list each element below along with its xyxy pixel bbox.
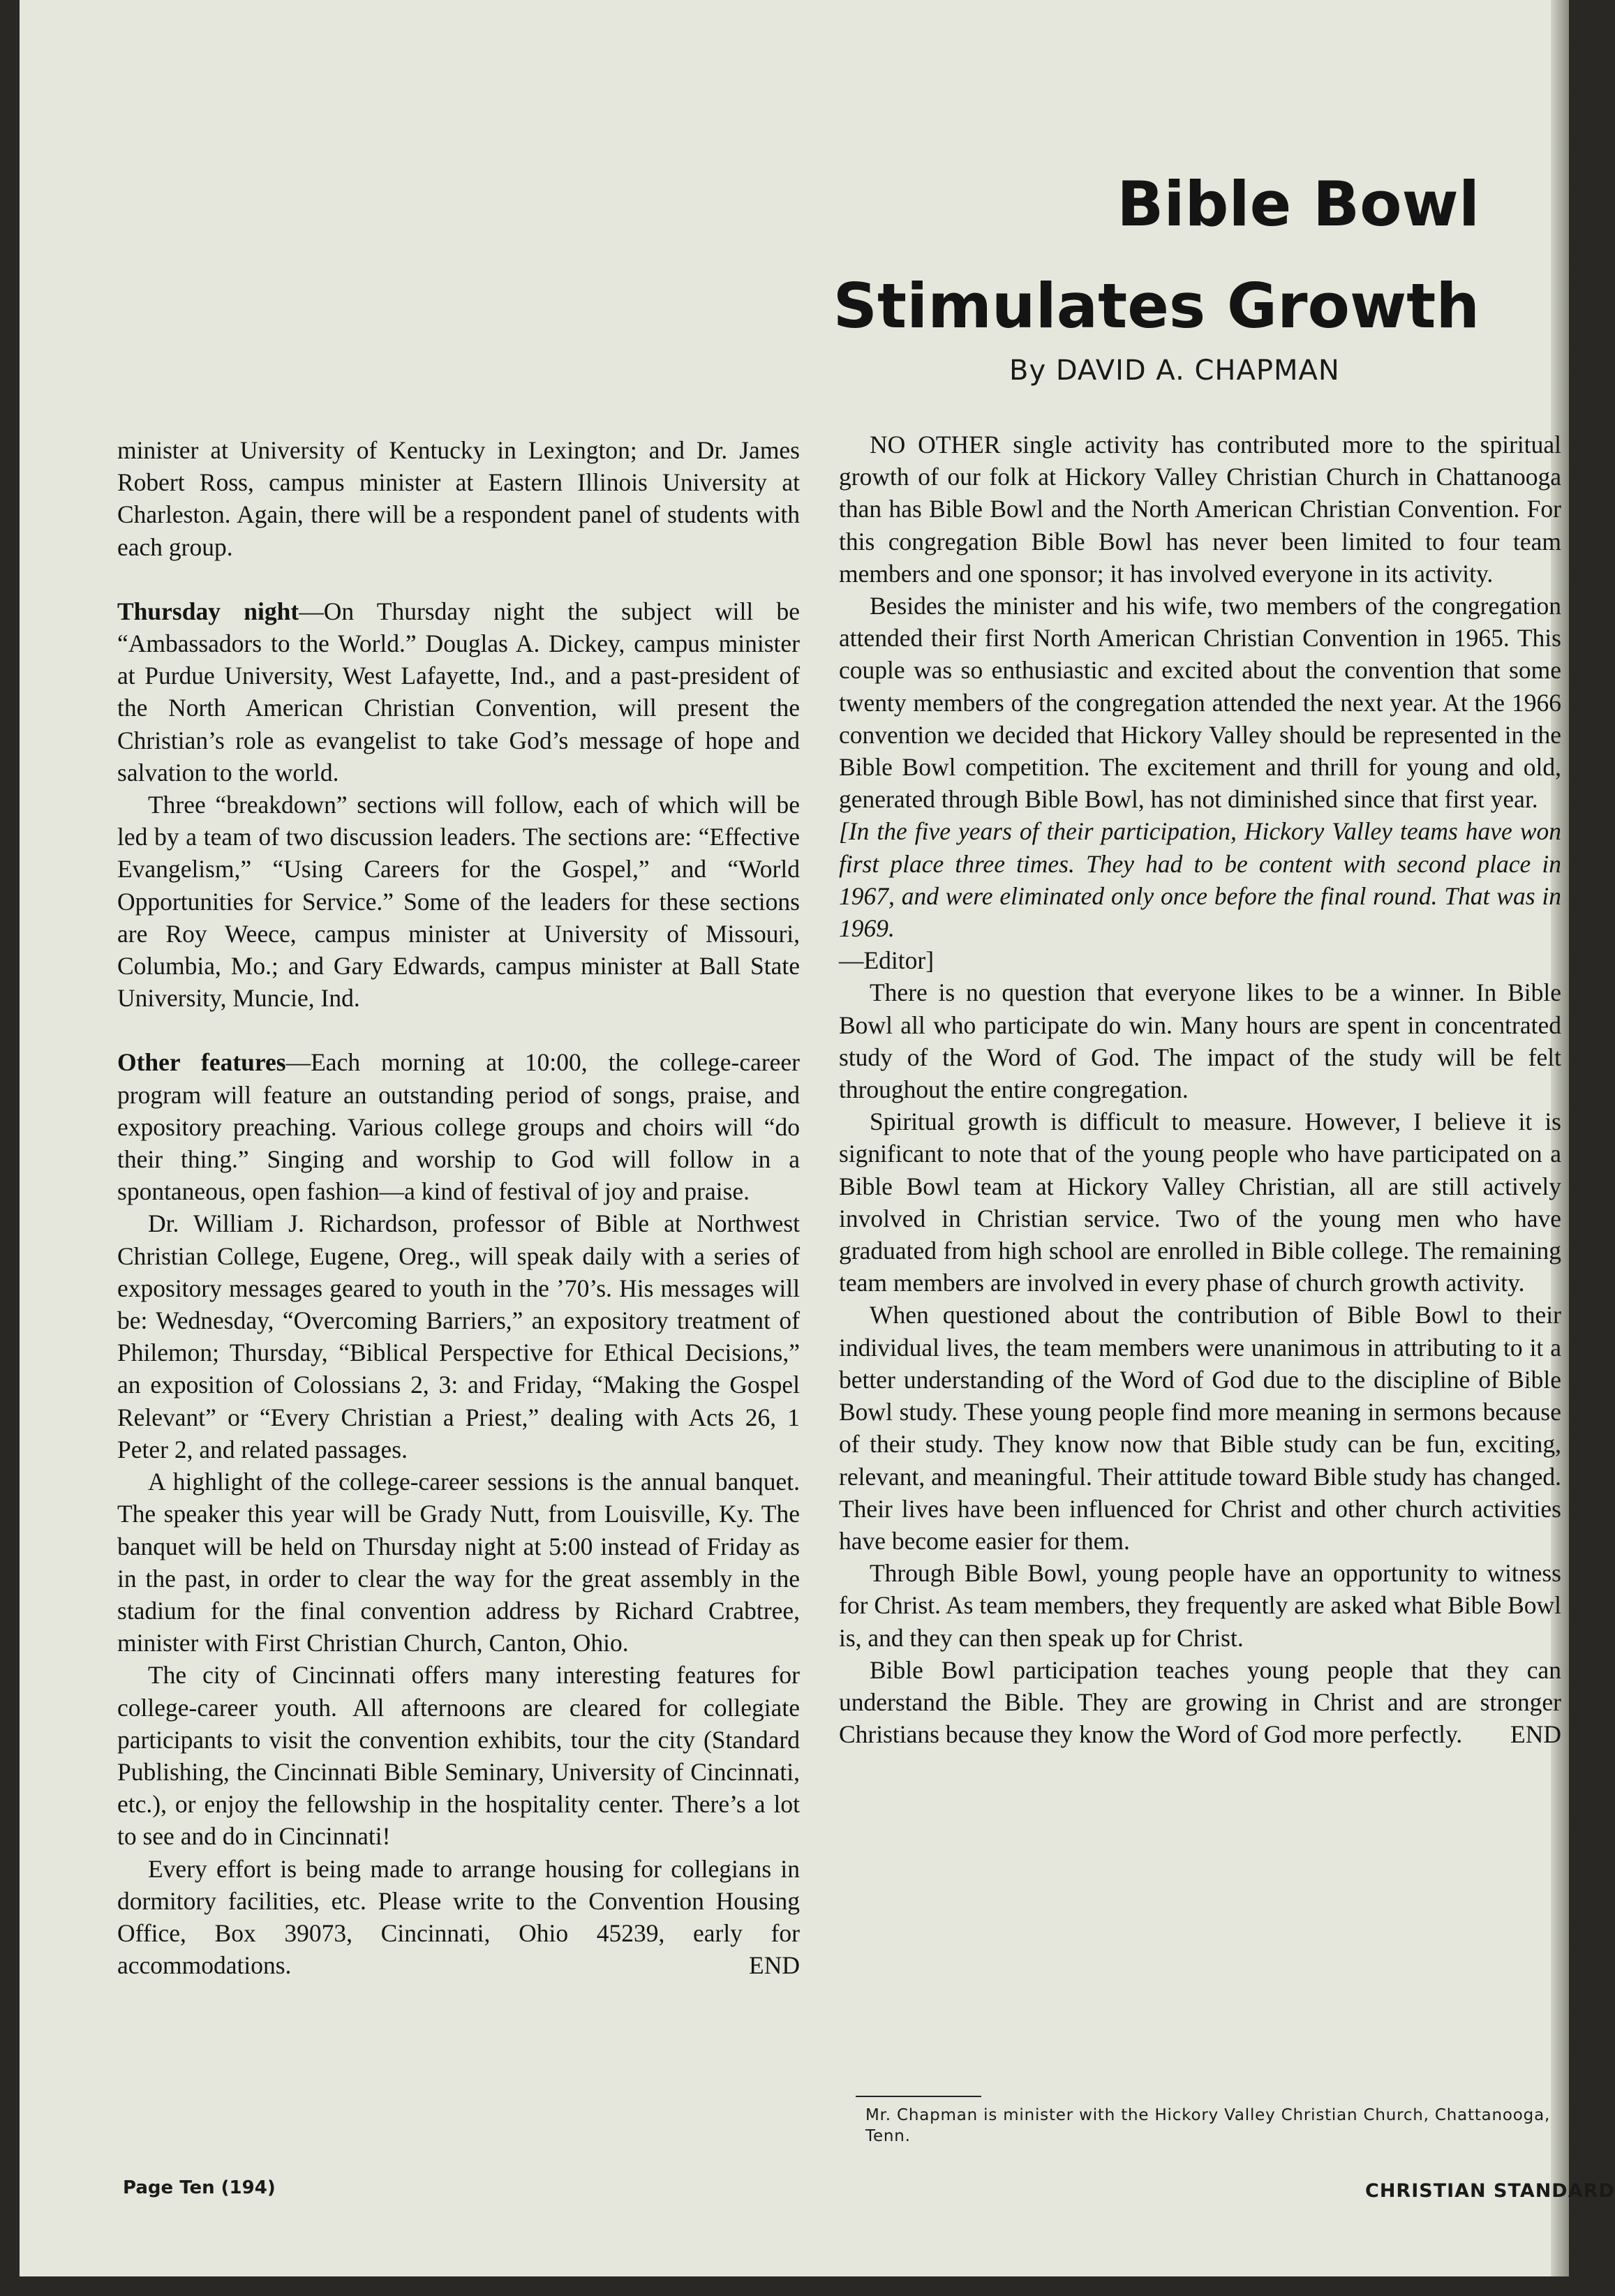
left-column xyxy=(117,434,800,1981)
right-paragraph-7 xyxy=(839,1654,1561,1751)
thursday-text: —On Thursday night the subject will be “Ambassadors to the World.” Douglas A. Dickey, campus minister at Purdue University, West Lafayette, Ind., and a past-president of the North American Christian Convention, will present the Christian’s role as evangelist to take God’s message of hope and salvation to the world. xyxy=(117,597,800,787)
footnote-divider xyxy=(856,2096,981,2097)
other-features-text: —Each morning at 10:00, the college-career program will feature an outstanding period of songs, praise, and expository preaching. Various college groups and choirs will “do their thing.” Singing and worship to God will follow in a spontaneous, open fashion—a kind of festival of joy and praise. xyxy=(117,1048,800,1206)
end-mark-left: END xyxy=(749,1951,800,1980)
editor-note-text: [In the five years of their participation, Hickory Valley teams have won first place three times. They had to be content with second place in 1967, and were eliminated only once before the final round. That was in 1969. xyxy=(839,817,1561,943)
right-paragraph-4: Spiritual growth is difficult to measure. However, I believe it is significant to note that of the young people who have participated on a Bible Bowl team at Hickory Valley Christian, all are still actively involved in Christian service. Two of the young men who have graduated from high school are enrolled in Bible college. The remaining team members are involved in every phase of church growth activity. xyxy=(839,1108,1561,1297)
right-paragraph-7-text: Bible Bowl participation teaches young people that they can understand the Bible. They are growing in Christ and are stronger Christians because they know the Word of God more perfectly. xyxy=(839,1655,1561,1749)
right-paragraph-6: Through Bible Bowl, young people have an opportunity to witness for Christ. As team members, they frequently are asked what Bible Bowl is, and they can then speak up for Christ. xyxy=(839,1559,1561,1652)
byline: By DAVID A. CHAPMAN xyxy=(1009,355,1340,387)
thursday-lead: Thursday night xyxy=(117,597,299,625)
title-line-1: Bible Bowl xyxy=(1117,168,1480,240)
publication-name: CHRISTIAN STANDARD xyxy=(1365,2180,1615,2202)
author-note: Mr. Chapman is minister with the Hickory Valley Christian Church, Chattanooga, Tenn. xyxy=(865,2106,1551,2145)
end-mark-right: END xyxy=(1510,1720,1561,1749)
article-title xyxy=(712,154,1480,357)
left-paragraph-other-features xyxy=(117,1046,800,1207)
right-paragraph-3: There is no question that everyone likes to be a winner. In Bible Bowl all who participate do win. Many hours are spent in concentrated study of the Word of God. The impact of the study will be felt throughout the entire congregation. xyxy=(839,978,1561,1104)
editor-note xyxy=(839,815,1561,976)
title-line-2: Stimulates Growth xyxy=(833,270,1480,342)
left-paragraph-8-text: Every effort is being made to arrange housing for collegians in dormitory facilities, etc. Please write to the Convention Housing Office, Box 39073, Cincinnati, Ohio 45239, early for accommodations. xyxy=(117,1854,800,1980)
right-paragraph-5: When questioned about the contribution of Bible Bowl to their individual lives, the team members were unanimous in attributing to it a better understanding of the Word of God due to the discipline of Bible Bowl study. These young people find more meaning in sermons because of their study. They know now that Bible study can be fun, exciting, relevant, and meaningful. Their attitude toward Bible study has changed. Their lives have been influenced for Christ and other church activities have become easier for them. xyxy=(839,1301,1561,1555)
left-paragraph-6: A highlight of the college-career sessions is the annual banquet. The speaker this year will be Grady Nutt, from Louisville, Ky. The banquet will be held on Thursday night at 5:00 instead of Friday as in the past, in order to clear the way for the great assembly in the stadium for the final convention address by Richard Crabtree, minister with First Christian Church, Canton, Ohio. xyxy=(117,1468,800,1657)
right-paragraph-1: NO OTHER single activity has contributed more to the spiritual growth of our folk at Hickory Valley Christian Church in Chattanooga than has Bible Bowl and the North American Christian Convention. For this congregation Bible Bowl has never been limited to four team members and one sponsor; it has involved everyone in its activity. xyxy=(839,431,1561,588)
left-paragraph-5: Dr. William J. Richardson, professor of Bible at Northwest Christian College, Eugene, Oreg., will speak daily with a series of expository messages geared to youth in the ’70’s. His messages will be: Wednesday, “Overcoming Barriers,” an expository treatment of Philemon; Thursday, “Biblical Perspective for Ethical Decisions,” an exposition of Colossians 2, 3: and Friday, “Making the Gospel Relevant” or “Every Christian a Priest,” dealing with Acts 26, 1 Peter 2, and related passages. xyxy=(117,1209,800,1463)
left-paragraph-thursday xyxy=(117,595,800,789)
left-paragraph-1: minister at University of Kentucky in Lexington; and Dr. James Robert Ross, campus minister at Eastern Illinois University at Charleston. Again, there will be a respondent panel of students with each group. xyxy=(117,436,800,561)
page-number: Page Ten (194) xyxy=(123,2177,276,2198)
right-column xyxy=(839,428,1561,1750)
right-paragraph-2: Besides the minister and his wife, two members of the congregation attended their first North American Christian Convention in 1965. This couple was so enthusiastic and excited about the convention that some twenty members of the congregation attended the next year. At the 1966 convention we decided that Hickory Valley should be represented in the Bible Bowl competition. The excitement and thrill for young and old, generated through Bible Bowl, has not diminished since that first year. xyxy=(839,592,1561,814)
left-paragraph-7: The city of Cincinnati offers many interesting features for college-career youth. All afternoons are cleared for collegiate participants to visit the convention exhibits, tour the city (Standard Publishing, the Cincinnati Bible Seminary, University of Cincinnati, etc.), or enjoy the fellowship in the hospitality center. There’s a lot to see and do in Cincinnati! xyxy=(117,1661,800,1851)
left-paragraph-3: Three “breakdown” sections will follow, each of which will be led by a team of two discussion leaders. The sections are: “Effective Evangelism,” “Using Careers for the Gospel,” and “World Opportunities for Service.” Some of the leaders for these sections are Roy Weece, campus minister at University of Missouri, Columbia, Mo.; and Gary Edwards, campus minister at Ball State University, Muncie, Ind. xyxy=(117,791,800,1013)
other-features-lead: Other features xyxy=(117,1048,286,1077)
left-paragraph-8 xyxy=(117,1853,800,1982)
editor-signature: —Editor] xyxy=(839,946,935,975)
